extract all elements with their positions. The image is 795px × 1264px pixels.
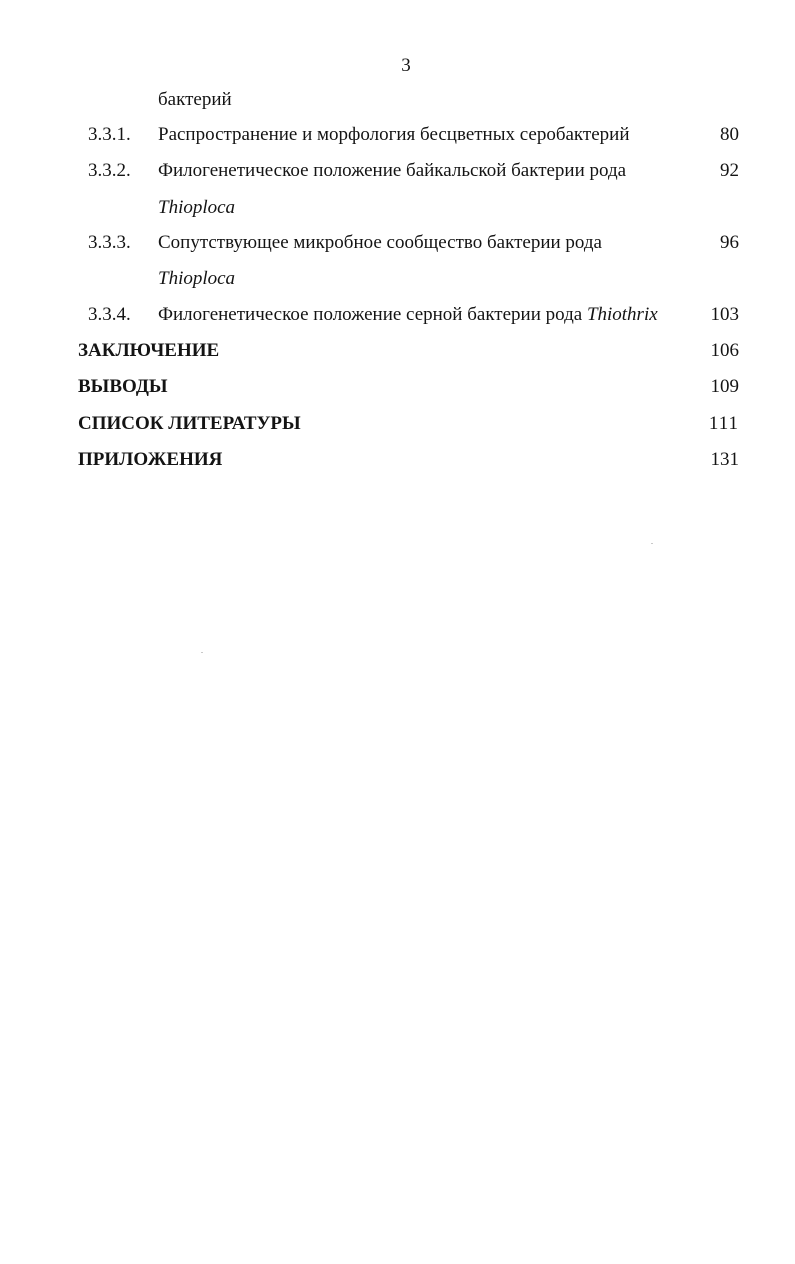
- toc-section-page: 111: [708, 413, 739, 434]
- toc-section-title: ВЫВОДЫ: [78, 376, 168, 397]
- toc-entry-number: 3.3.3.: [88, 232, 131, 253]
- toc-section-page: 131: [710, 449, 739, 470]
- genus-name: Thioploca: [158, 197, 236, 218]
- toc-entry-page: 92: [720, 160, 739, 181]
- genus-name: Thioploca: [158, 268, 236, 289]
- toc-entry-page: 103: [710, 304, 739, 325]
- toc-entry-title-continuation: [158, 267, 235, 291]
- scan-speck: [201, 652, 203, 653]
- toc-entry-page: 80: [720, 124, 739, 145]
- toc-section-page: 109: [710, 376, 739, 397]
- scan-speck: [651, 543, 653, 544]
- toc-entry-number: 3.3.4.: [88, 304, 131, 325]
- toc-entry-title: [158, 303, 658, 327]
- toc-entry-title: Распространение и морфология бесцветных серобактерий: [158, 124, 630, 145]
- toc-continuation-text: бактерий: [158, 89, 232, 110]
- toc-section-page: 106: [710, 340, 739, 361]
- toc-entry-title: Сопутствующее микробное сообщество бактерии рода: [158, 232, 602, 253]
- toc-section-title: ПРИЛОЖЕНИЯ: [78, 449, 223, 470]
- toc-entry-number: 3.3.1.: [88, 124, 131, 145]
- page-number: 3: [401, 55, 411, 76]
- toc-entry-title-text: Филогенетическое положение серной бактерии рода: [158, 304, 587, 325]
- toc-entry-title: Филогенетическое положение байкальской бактерии рода: [158, 160, 627, 181]
- genus-name: Thiothrix: [586, 304, 658, 325]
- toc-entry-title-continuation: [158, 196, 235, 220]
- toc-section-title: СПИСОК ЛИТЕРАТУРЫ: [78, 413, 301, 434]
- toc-entry-page: 96: [720, 232, 739, 253]
- toc-section-title: ЗАКЛЮЧЕНИЕ: [78, 340, 220, 361]
- toc-entry-number: 3.3.2.: [88, 160, 131, 181]
